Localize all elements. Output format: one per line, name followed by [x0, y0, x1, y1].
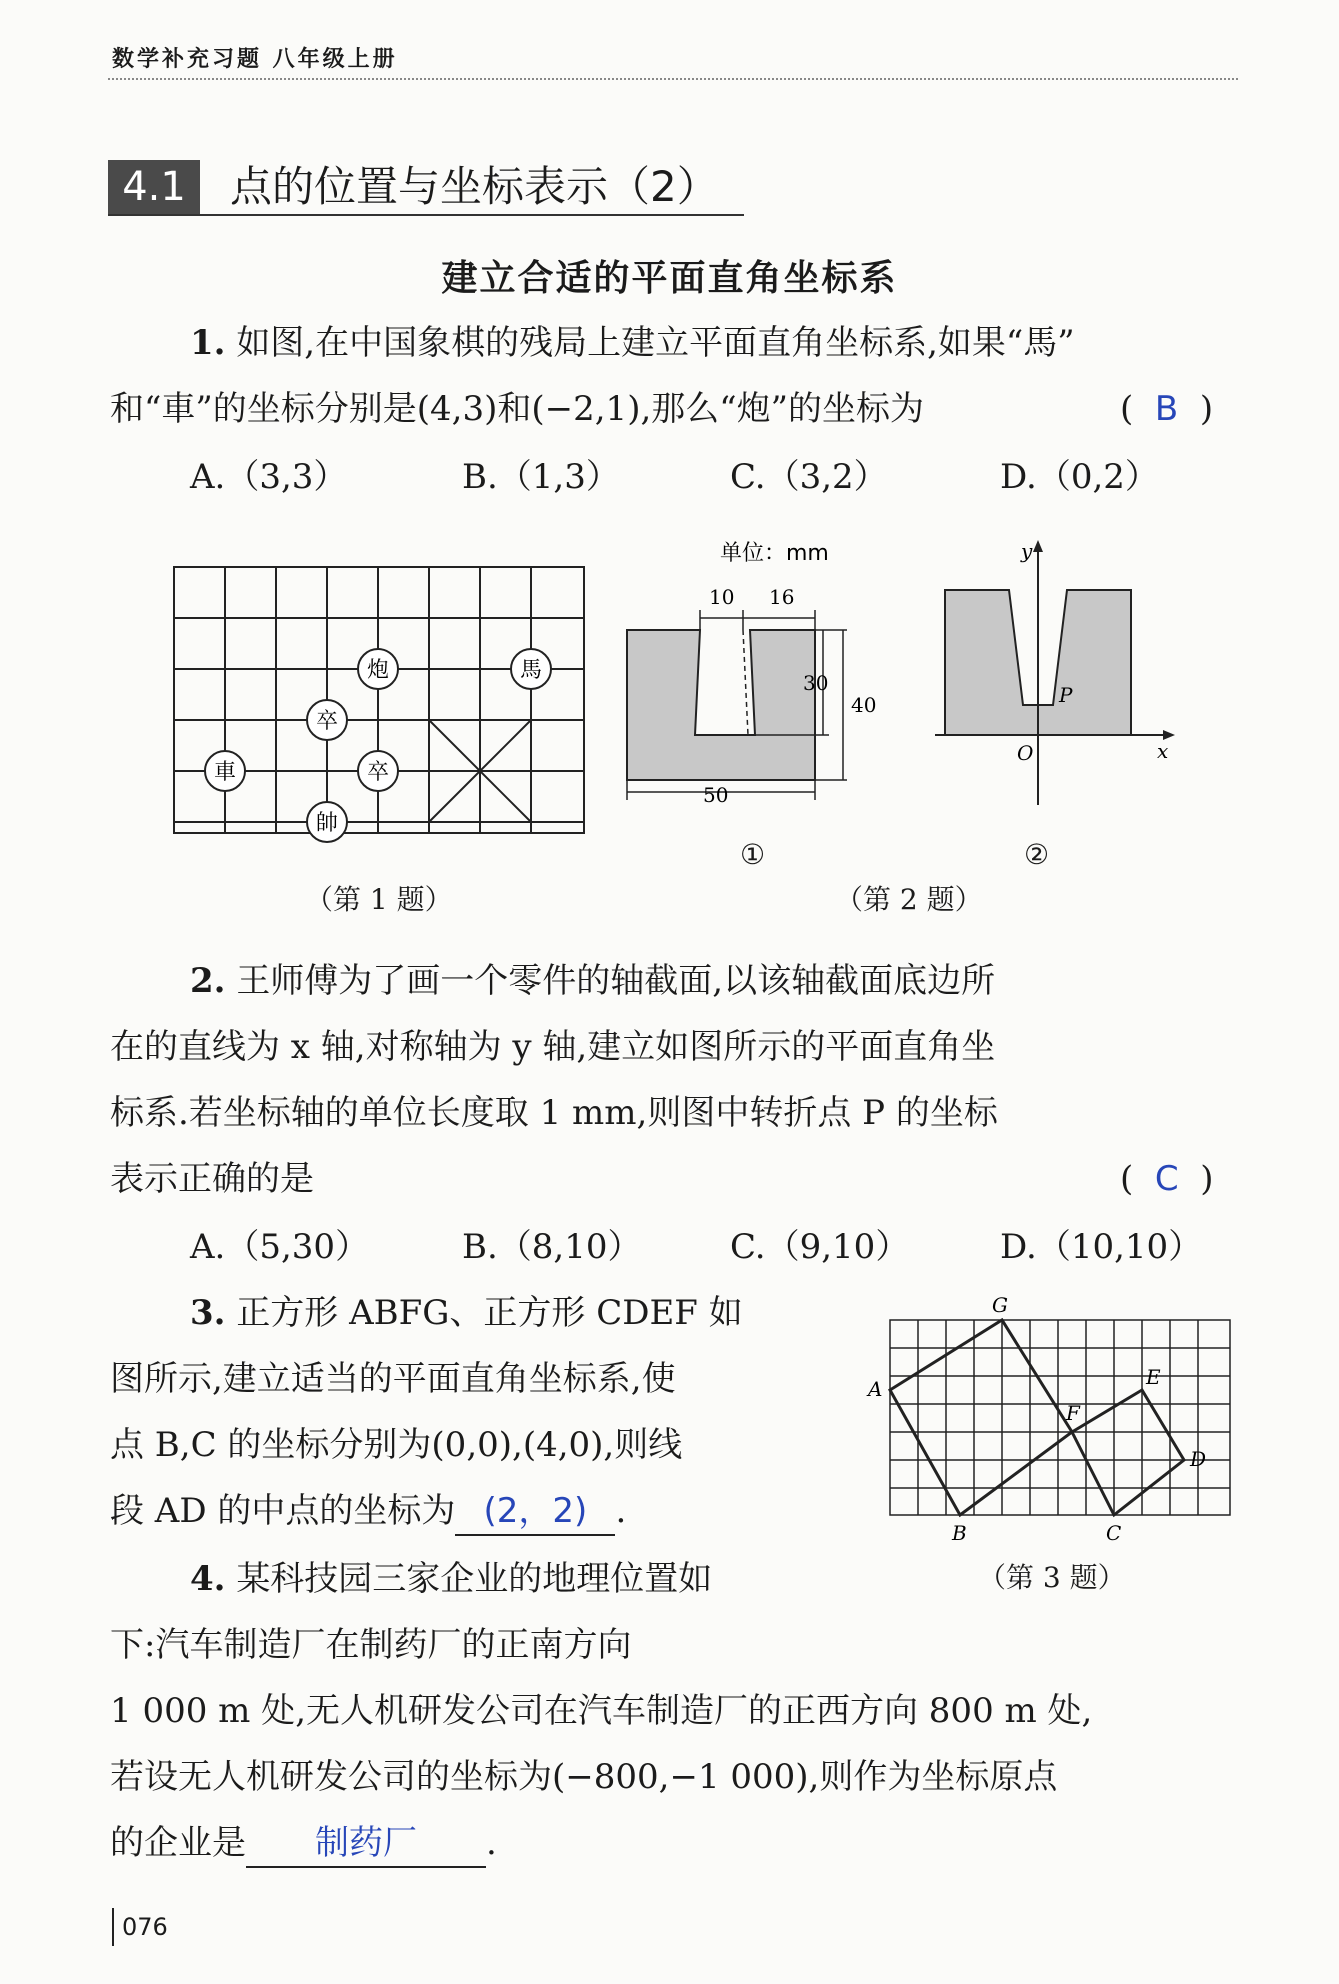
dim-50: 50 [703, 783, 729, 807]
figure2-sub2: ② [1024, 838, 1050, 871]
figure1-caption: （第 1 题） [305, 883, 453, 916]
svg-text:帥: 帥 [315, 811, 339, 836]
q2-number: 2. [190, 961, 226, 1001]
svg-text:卒: 卒 [315, 709, 339, 734]
piece-pao [358, 649, 398, 689]
q1-option-b: B.（1,3） [462, 457, 620, 497]
q1-answer: B [1154, 389, 1179, 429]
label-g: G [992, 1293, 1008, 1317]
q4-line4: 若设无人机研发公司的坐标为(−800,−1 000),则作为坐标原点 [110, 1757, 1058, 1797]
q2-answer-bracket: ( C ) [1120, 1159, 1214, 1199]
piece-zu-1 [307, 700, 347, 740]
q3-number: 3. [190, 1293, 226, 1333]
q3-text-4: 段 AD 的中点的坐标为 [110, 1491, 456, 1531]
q4-text-1: 某科技园三家企业的地理位置如 [236, 1559, 713, 1599]
q3-line3: 点 B,C 的坐标分别为(0,0),(4,0),则线 [110, 1425, 683, 1465]
q2-text-1: 王师傅为了画一个零件的轴截面,以该轴截面底边所 [236, 961, 996, 1001]
q3-line1 [190, 1290, 743, 1336]
piece-ma [511, 649, 551, 689]
q4-line2: 下:汽车制造厂在制药厂的正南方向 [110, 1625, 632, 1665]
q4-text-5: 的企业是 [110, 1823, 246, 1863]
q1-answer-bracket: ( B ) [1120, 389, 1214, 429]
q2-option-d: D.（10,10） [1000, 1227, 1203, 1267]
part-figure-1 [615, 530, 885, 830]
q4-number: 4. [190, 1559, 226, 1599]
unit-label: 单位：mm [720, 541, 829, 566]
figure3-grid [890, 1320, 1230, 1515]
piece-shuai [307, 802, 347, 842]
dashed-line [743, 630, 748, 735]
section-number: 4.1 [108, 160, 200, 214]
q2-option-b: B.（8,10） [462, 1227, 642, 1267]
board-grid [174, 567, 584, 833]
q2-option-c: C.（9,10） [730, 1227, 910, 1267]
label-c: C [1106, 1521, 1122, 1545]
part-section-shape [627, 630, 815, 780]
q1-option-c: C.（3,2） [730, 457, 888, 497]
origin-label: O [1017, 741, 1034, 765]
q3-answer: (2，2) [483, 1491, 588, 1531]
svg-text:卒: 卒 [366, 760, 390, 785]
q3-text-1: 正方形 ABFG、正方形 CDEF 如 [236, 1293, 743, 1333]
square-cdef [1072, 1390, 1184, 1515]
header-divider [108, 78, 1238, 80]
y-axis-label: y [1021, 540, 1033, 563]
q1-line1 [190, 320, 1075, 366]
svg-text:車: 車 [213, 760, 237, 785]
x-axis-label: x [1157, 739, 1169, 763]
part-coordinate-figure [935, 540, 1180, 820]
section-title: 点的位置与坐标表示（2） [230, 162, 719, 211]
q1-option-d: D.（0,2） [1000, 457, 1159, 497]
running-header: 数学补充习题 八年级上册 [112, 47, 398, 72]
q2-line2: 在的直线为 x 轴,对称轴为 y 轴,建立如图所示的平面直角坐 [110, 1027, 996, 1067]
figure2-sub1: ① [740, 838, 766, 871]
label-e: E [1146, 1365, 1161, 1389]
dim-10: 10 [709, 585, 735, 609]
dim-30: 30 [803, 671, 829, 695]
svg-text:炮: 炮 [366, 658, 390, 683]
q2-line3: 标系.若坐标轴的单位长度取 1 mm,则图中转折点 P 的坐标 [110, 1093, 998, 1133]
q1-number: 1. [190, 323, 226, 363]
figure3-caption: （第 3 题） [978, 1561, 1126, 1594]
subtitle: 建立合适的平面直角坐标系 [441, 258, 898, 299]
chess-board-figure [160, 555, 600, 855]
q2-answer: C [1154, 1159, 1179, 1199]
label-b: B [952, 1521, 967, 1545]
piece-ju [205, 751, 245, 791]
svg-text:馬: 馬 [519, 658, 543, 683]
squares-grid-figure [860, 1290, 1240, 1550]
q2-line1 [190, 958, 995, 1004]
q4-line1 [190, 1556, 712, 1602]
q1-text-1: 如图,在中国象棋的残局上建立平面直角坐标系,如果“馬” [236, 323, 1075, 363]
label-a: A [868, 1377, 883, 1401]
q4-line3: 1 000 m 处,无人机研发公司在汽车制造厂的正西方向 800 m 处, [110, 1691, 1093, 1731]
q4-line5: 的企业是 制药厂 . [110, 1820, 497, 1868]
figure2-caption: （第 2 题） [835, 883, 983, 916]
q4-answer: 制药厂 [315, 1823, 417, 1863]
label-d: D [1190, 1447, 1207, 1471]
q3-line2: 图所示,建立适当的平面直角坐标系,使 [110, 1359, 676, 1399]
q2-option-a: A.（5,30） [190, 1227, 370, 1267]
q1-option-a: A.（3,3） [190, 457, 348, 497]
q1-line2: 和“車”的坐标分别是(4,3)和(−2,1),那么“炮”的坐标为 [110, 389, 925, 429]
page-number: 076 [112, 1908, 168, 1946]
section-underline [108, 214, 744, 216]
q3-line4: 段 AD 的中点的坐标为 (2，2) . [110, 1488, 626, 1536]
label-f: F [1066, 1401, 1080, 1425]
dim-40: 40 [851, 693, 877, 717]
point-p-label: P [1059, 683, 1073, 707]
q2-line4: 表示正确的是 [110, 1159, 314, 1199]
dim-16: 16 [769, 585, 795, 609]
piece-zu-2 [358, 751, 398, 791]
